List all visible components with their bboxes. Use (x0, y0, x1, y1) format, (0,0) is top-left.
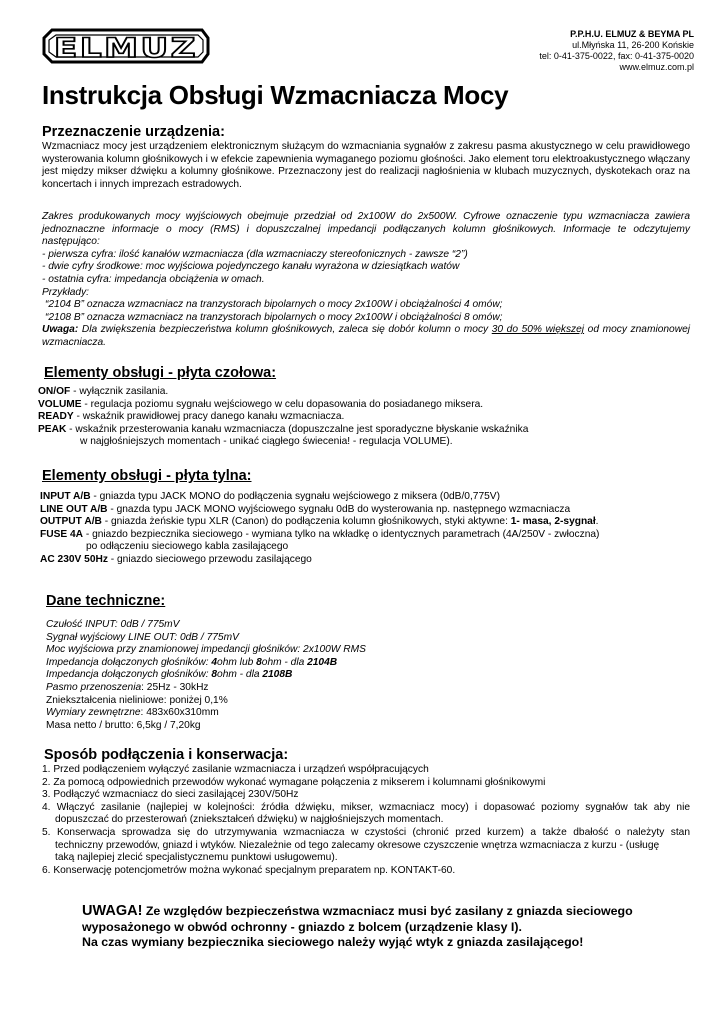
section-heading-rear-panel: Elementy obsługi - płyta tylna: (42, 468, 252, 484)
company-info (539, 29, 694, 73)
connection-step-4: 4. Włączyć zasilanie (najlepiej w kolejności: źródła dźwięku, mikser, wzmacniacz mocy) i dopasować poziomy sygnałów tak aby nie (42, 801, 690, 813)
front-item-label: READY (38, 411, 74, 423)
spec-label: Pasmo przenoszenia (46, 681, 142, 693)
note-text-before: Dla zwiększenia bezpieczeństwa kolumn głośnikowych, zaleca się dobór kolumn o mocy (78, 324, 492, 336)
front-item-peak (38, 424, 698, 437)
safety-warning (82, 904, 682, 951)
spec-text: ohm - dla (217, 669, 263, 681)
rear-item-label: INPUT A/B (40, 491, 91, 502)
spec-input-sensitivity: Czułość INPUT: 0dB / 775mV (46, 619, 180, 630)
rear-item-label: FUSE 4A (40, 528, 84, 540)
warning-line-3: Na czas wymiany bezpiecznika sieciowego należy wyjąć wtyk z gniazda zasilającego! (82, 935, 584, 950)
digit-rule-1: - pierwsza cyfra: ilość kanałów wzmacniacza (dla wzmacniaczy stereofonicznych - zawsze “2”) (42, 248, 468, 260)
spec-text: Impedancja dołączonych głośników: (46, 656, 212, 668)
rear-item-fuse-continuation: po odłączeniu sieciowego kabla zasilającego (86, 541, 289, 553)
note-paragraph (42, 324, 690, 349)
rear-item-text: - gniazda typu JACK MONO do podłączenia sygnału wejściowego z miksera (0dB/0,775V) (90, 491, 500, 502)
front-item-label: VOLUME (38, 398, 82, 410)
digit-rule-2: - dwie cyfry środkowe: moc wyjściowa pojedynczego kanału wyrażona w dziesiątkach watów (42, 261, 460, 273)
connection-step-5-continuation-2: taką najlepiej zlecić specjalistycznemu punktowi usługowemu). (55, 852, 338, 864)
rear-item-text: - gniazdo bezpiecznika sieciowego - wymiana tylko na wkładkę o identycznych parametrach (4A/250V - zwłoczna) (83, 528, 600, 540)
section-heading-connection: Sposób podłączenia i konserwacja: (44, 747, 289, 763)
section-heading-front-panel: Elementy obsługi - płyta czołowa: (44, 365, 277, 381)
rear-item-text: . (595, 516, 599, 528)
spec-value: 8 (211, 669, 218, 681)
connection-step-6: 6. Konserwację potencjometrów można wykonać specjalnym preparatem np. KONTAKT-60. (42, 864, 456, 876)
example-2108b: “2108 B” oznacza wzmacniacz na tranzystorach bipolarnych o mocy 2x100W i obciążalności 8 omów; (45, 311, 503, 323)
spec-line-out-signal: Sygnał wyjściowy LINE OUT: 0dB / 775mV (46, 631, 239, 643)
technical-data-list (46, 619, 686, 732)
spec-text: ohm - dla (261, 656, 308, 668)
spec-output-power: Moc wyjściowa przy znamionowej impedancji głośników: 2x100W RMS (46, 644, 366, 656)
example-2104b: “2104 B” oznacza wzmacniacz na tranzystorach bipolarnych o mocy 2x100W i obciążalności 4 omów; (45, 299, 503, 311)
spec-text: Impedancja dołączonych głośników: (46, 669, 212, 681)
front-item-ready (38, 411, 698, 424)
front-item-onoff (38, 386, 698, 399)
company-phone: tel: 0-41-375-0022, fax: 0-41-375-0020 (539, 51, 694, 61)
rear-item-output (40, 516, 700, 529)
rear-panel-list (40, 491, 700, 567)
spec-value: : 483x60x310mm (140, 707, 219, 719)
warning-text: Ze względów bezpieczeństwa wzmacniacz musi być zasilany z gniazda sieciowego (142, 904, 633, 918)
spec-mass: Masa netto / brutto: 6,5kg / 7,20kg (46, 719, 201, 731)
logo-graphic (42, 28, 210, 64)
spec-impedance-2108b (46, 669, 686, 682)
note-text-after: od mocy znamionowej wzmacniacza. (42, 324, 690, 348)
front-item-volume (38, 399, 698, 412)
connection-step-1: 1. Przed podłączeniem wyłączyć zasilanie wzmacniacza i urządzeń współpracujących (42, 764, 429, 775)
front-item-label: ON/OF (38, 386, 71, 397)
rear-item-ac-socket (40, 554, 700, 567)
warning-line-1 (82, 904, 682, 920)
warning-line-2: wyposażonego w obwód ochronny - gniazdo z bolcem (urządzenie klasy I). (82, 919, 522, 934)
rear-item-label: LINE OUT A/B (40, 503, 108, 515)
spec-value: 8 (256, 656, 262, 668)
logo-text: ELMUZ (54, 33, 198, 64)
rear-item-fuse (40, 529, 700, 542)
company-name: P.P.H.U. ELMUZ & BEYMA PL (570, 29, 694, 39)
spec-text: ohm lub (217, 656, 257, 668)
front-item-peak-continuation: w najgłośniejszych momentach - unikać ciągłego świecenia! - regulacja VOLUME). (80, 436, 453, 448)
rear-item-text: - gnazda typu JACK MONO wyjściowego sygnału 0dB do wysterowania np. następnego wzmacniacza (107, 503, 571, 515)
digit-rule-3: - ostatnia cyfra: impedancja obciążenia w omach. (42, 273, 265, 285)
connection-step-5-continuation: techniczny przewodów, gniazd i wtyków. Niezależnie od tego zalecamy okresowe czyszczenie wnętrza wzmacniacza z kurzu - (usługę (55, 839, 660, 851)
company-address: ul.Młyńska 11, 26-200 Końskie (572, 40, 694, 50)
rear-item-label: AC 230V 50Hz (40, 553, 108, 565)
spec-model: 2104B (307, 656, 338, 668)
connection-step-3: 3. Podłączyć wzmacniacz do sieci zasilającej 230V/50Hz (42, 789, 299, 801)
model-designation-block (42, 211, 690, 350)
rear-item-text: - gniazdo sieciowego przewodu zasilającego (107, 553, 312, 565)
spec-value: : 25Hz - 30kHz (141, 681, 209, 693)
spec-model: 2108B (262, 669, 293, 681)
rear-item-label: OUTPUT A/B (40, 516, 102, 528)
connection-step-2: 2. Za pomocą odpowiednich przewodów wykonać wymagane połączenia z mikserem i kolumnami głośnikowymi (42, 776, 546, 788)
front-item-text: - wskaźnik przesterowania kanału wzmacniacza (dopuszczalne jest sporadyczne błyskanie wskaźnika (66, 423, 529, 435)
power-range-text: Zakres produkowanych mocy wyjściowych obejmuje przedział od 2x100W do 2x500W. Cyfrowe oznaczenie typu wzmacniacza zawiera jednoznaczne informacje o mocy (RMS) i dopuszczalnej impedancji podłączanych kolumn głośnikowych. Informacje te odczytujemy następująco: (42, 211, 690, 248)
front-item-label: PEAK (38, 423, 67, 435)
note-text-underlined: 30 do 50% większej (491, 324, 585, 336)
section-heading-technical-data: Dane techniczne: (46, 593, 166, 609)
spec-distortion: Zniekształcenia nieliniowe: poniżej 0,1% (46, 694, 228, 706)
rear-item-text: - gniazda żeńskie typu XLR (Canon) do podłączenia kolumn głośnikowych, styki aktywne: (101, 516, 511, 528)
spec-frequency-band (46, 682, 686, 695)
connection-step-4-continuation: dopuszczać do przesterowań (zniekształceń dźwięku) w najgłośniejszych momentach. (55, 814, 444, 826)
connection-steps (42, 764, 690, 877)
company-logo (42, 28, 210, 64)
section-heading-purpose: Przeznaczenie urządzenia: (42, 124, 225, 140)
rear-item-line-out (40, 504, 700, 517)
front-item-text: - wskaźnik prawidłowej pracy danego kanału wzmacniacza. (73, 411, 345, 423)
spec-dimensions (46, 707, 686, 720)
warning-label: UWAGA! (82, 903, 143, 919)
xlr-pin-assignment: 1- masa, 2-sygnał (510, 516, 596, 528)
connection-step-5: 5. Konserwacja sprowadza się do utrzymywania wzmacniacza w czystości (chronić przed kurzem) a także dbałość o należyty stan (42, 826, 690, 838)
spec-impedance-2104b (46, 657, 686, 670)
note-label: Uwaga: (42, 324, 79, 336)
spec-label: Wymiary zewnętrzne (46, 707, 141, 719)
examples-label: Przykłady: (42, 286, 89, 298)
spec-value: 4 (211, 656, 218, 668)
front-panel-list (38, 386, 698, 449)
company-website: www.elmuz.com.pl (619, 62, 694, 72)
rear-item-input (40, 491, 700, 504)
purpose-paragraph: Wzmacniacz mocy jest urządzeniem elektronicznym służącym do wzmacniania sygnałów z zakresu pasma akustycznego w celu prawidłowego wysterowania kolumn głośnikowych i w efekcie zapewnienia wymaganego poziomu głośności. Jako element toru elektroakustycznego włączany jest między mikser dźwięku a kolumny głośnikowe. Przeznaczony jest do realizacji nagłośnienia w klubach muzycznych, dyskotekach oraz na koncertach i innych imprezach estradowych. (42, 141, 690, 190)
front-item-text: - wyłącznik zasilania. (70, 386, 169, 397)
page-title: Instrukcja Obsługi Wzmacniacza Mocy (42, 80, 509, 110)
front-item-text: - regulacja poziomu sygnału wejściowego w celu dopasowania do posiadanego miksera. (81, 398, 484, 410)
